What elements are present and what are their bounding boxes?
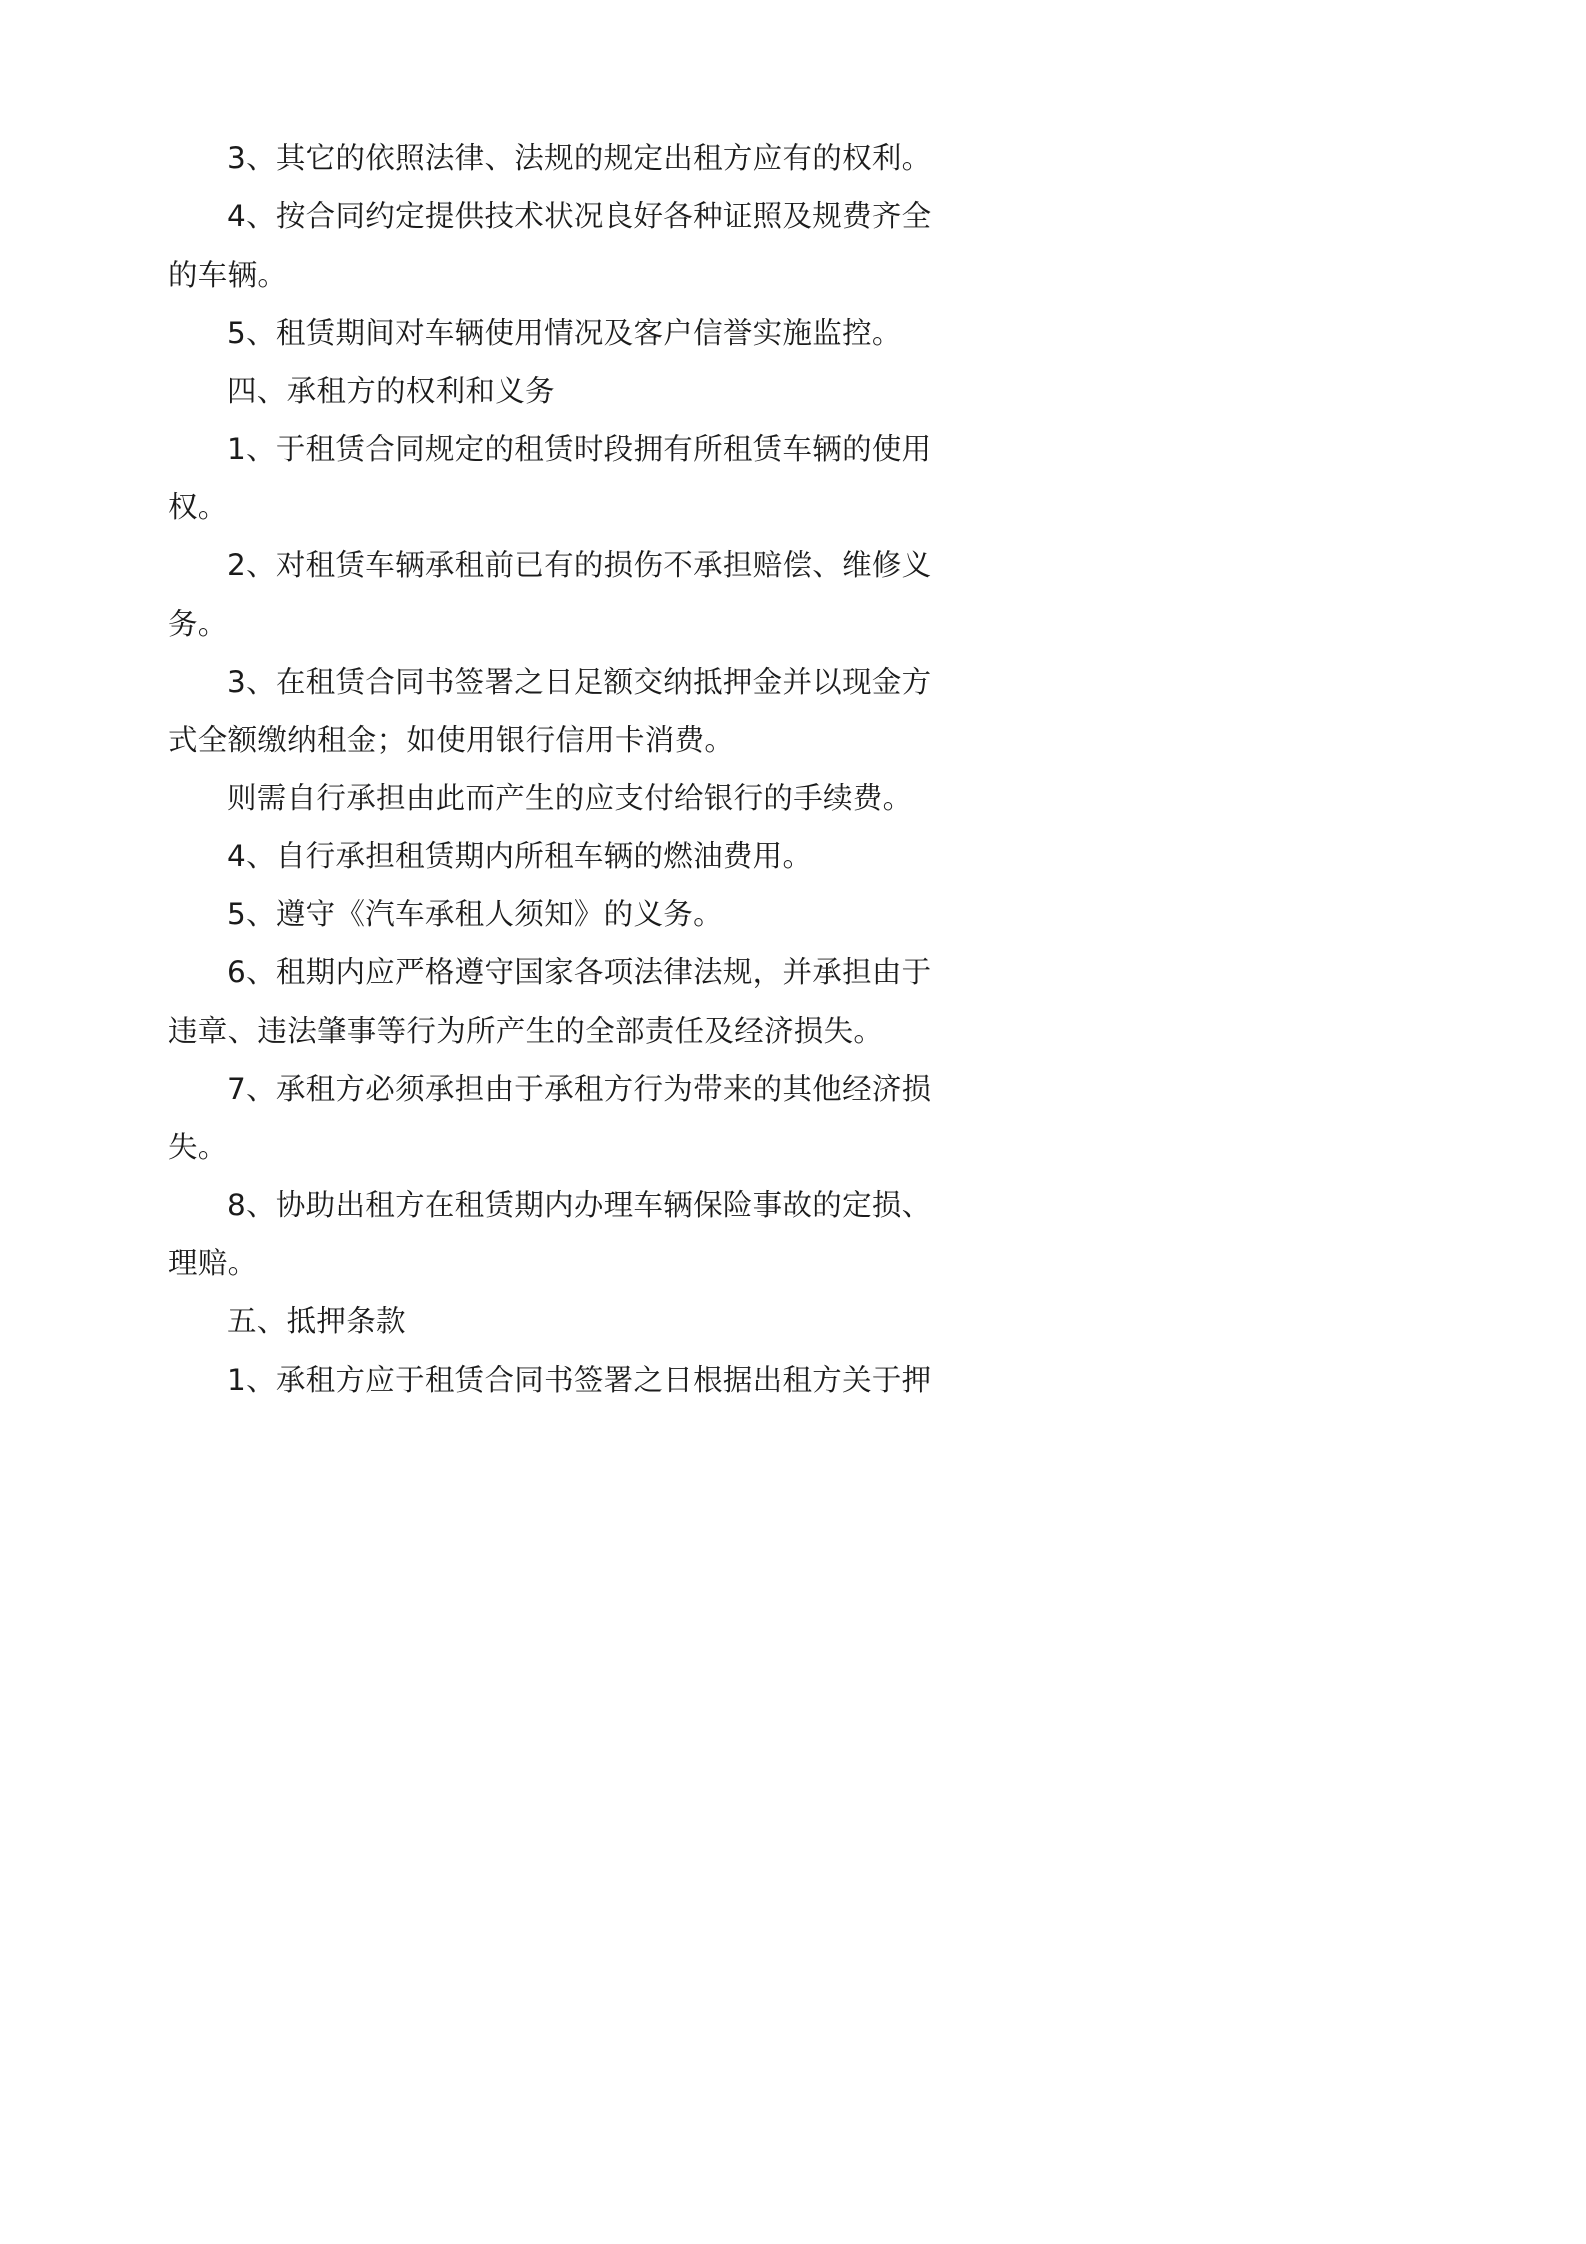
document-line: 2、对租赁车辆承租前已有的损伤不承担赔偿、维修义 <box>227 548 932 582</box>
document-line: 5、遵守《汽车承租人须知》的义务。 <box>227 897 723 931</box>
document-line: 7、承租方必须承担由于承租方行为带来的其他经济损 <box>227 1072 932 1106</box>
document-line: 理赔。 <box>168 1246 258 1280</box>
document-line: 4、自行承担租赁期内所租车辆的燃油费用。 <box>227 839 813 873</box>
document-line: 则需自行承担由此而产生的应支付给银行的手续费。 <box>227 781 913 815</box>
document-page <box>0 0 1100 1556</box>
document-line: 权。 <box>168 490 228 524</box>
document-line: 5、租赁期间对车辆使用情况及客户信誉实施监控。 <box>227 316 902 350</box>
section-heading: 五、抵押条款 <box>227 1304 406 1338</box>
document-line: 违章、违法肇事等行为所产生的全部责任及经济损失。 <box>168 1014 884 1048</box>
document-line: 务。 <box>168 607 228 641</box>
document-line: 3、在租赁合同书签署之日足额交纳抵押金并以现金方 <box>227 665 932 699</box>
document-line: 的车辆。 <box>168 258 288 292</box>
document-line: 6、租期内应严格遵守国家各项法律法规，并承担由于 <box>227 955 932 989</box>
document-line: 失。 <box>168 1130 228 1164</box>
section-heading: 四、承租方的权利和义务 <box>227 374 555 408</box>
document-line: 1、于租赁合同规定的租赁时段拥有所租赁车辆的使用 <box>227 432 932 466</box>
document-line: 式全额缴纳租金；如使用银行信用卡消费。 <box>168 723 735 757</box>
document-line: 1、承租方应于租赁合同书签署之日根据出租方关于押 <box>227 1363 932 1397</box>
document-line: 8、协助出租方在租赁期内办理车辆保险事故的定损、 <box>227 1188 932 1222</box>
document-line: 4、按合同约定提供技术状况良好各种证照及规费齐全 <box>227 199 932 233</box>
document-line: 3、其它的依照法律、法规的规定出租方应有的权利。 <box>227 141 932 175</box>
